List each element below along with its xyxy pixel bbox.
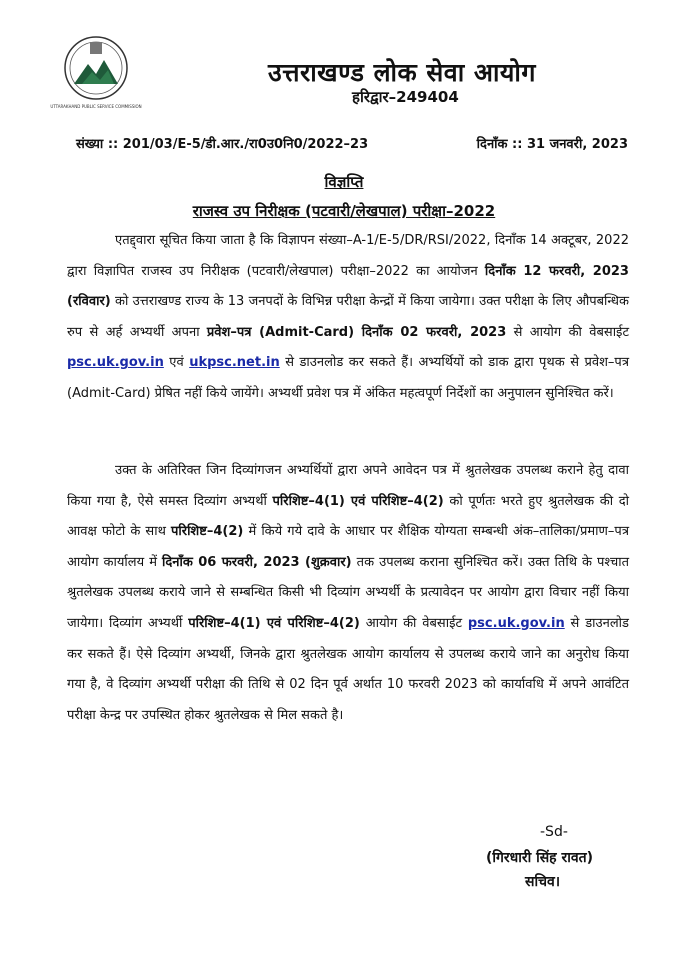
para2-text-2: को पूर्णतः भरते हुए श्रुतलेखक की दो आवक्ष फोटो के साथ (67, 493, 629, 540)
exam-title: राजस्व उप निरीक्षक (पटवारी/लेखपाल) परीक्षा–2022 (192, 202, 496, 220)
exam-date: दिनाँक 12 फरवरी, 2023 (रविवार) (67, 263, 629, 310)
logo-caption: UTTARAKHAND PUBLIC SERVICE COMMISSION (50, 104, 142, 109)
para2-text-4: तक उपलब्ध कराना सुनिश्चित करें। उक्त तिथि के पश्चात श्रुतलेखक उपलब्ध कराये जाने से सम्बन्धित किसी भी दिव्यांग अभ्यर्थी के प्रत्यावेदन पर आयोग द्वारा विचार नहीं किया जायेगा। दिव्यांग अभ्यर्थी (67, 554, 629, 631)
para1-text-2: को उत्तराखण्ड राज्य के 13 जनपदों के विभिन्न परीक्षा केन्द्रों में किया जायेगा। उक्त परीक्षा के लिए औपबन्धिक रुप से अर्ह अभ्यर्थी अपना (67, 294, 629, 340)
para2-text-3: में किये गये दावे के आधार पर शैक्षिक योग्यता सम्बन्धी अंक–तालिका/प्रमाण–पत्र आयोग कार्यालय में (67, 524, 629, 570)
website-link-psc-2[interactable]: psc.uk.gov.in (467, 615, 565, 631)
para2-text-1: उक्त के अतिरिक्त जिन दिव्यांगजन अभ्यर्थियों द्वारा अपने आवेदन पत्र में श्रुतलेखक उपलब्ध कराने हेतु दावा किया गया है, ऐसे समस्त दिव्यांग अभ्यर्थी (67, 463, 629, 509)
signatory-name: (गिरधारी सिंह रावत) (486, 850, 594, 866)
admit-card-date: प्रवेश–पत्र (Admit-Card) दिनाँक 02 फरवरी, 2023 (206, 324, 507, 340)
website-link-ukpsc[interactable]: ukpsc.net.in (189, 355, 280, 371)
notice-heading: विज्ञप्ति (324, 173, 364, 191)
reference-line (76, 134, 628, 152)
appendix-ref-1: परिशिष्ट–4(1) एवं परिशिष्ट–4(2) (272, 493, 444, 509)
submission-date: दिनाँक 06 फरवरी, 2023 (शुक्रवार) (162, 554, 352, 570)
org-name: उत्तराखण्ड लोक सेवा आयोग (268, 58, 536, 87)
paragraph-admit-card (67, 226, 629, 410)
reference-number: संख्या :: 201/03/E-5/डी.आर./रा0उ0नि0/2022–23 (76, 137, 369, 152)
paragraph-scribe (67, 456, 629, 731)
signature-sd: -Sd- (540, 824, 568, 840)
para1-text-5: से डाउनलोड कर सकते हैं। अभ्यर्थियों को डाक द्वारा पृथक से प्रवेश–पत्र (Admit-Card) प्रेषित नहीं किये जायेंगे। अभ्यर्थी प्रवेश पत्र में अंकित महत्वपूर्ण निर्देशों का अनुपालन सुनिश्चित करें। (67, 355, 629, 401)
appendix-ref-3: परिशिष्ट–4(1) एवं परिशिष्ट–4(2) (188, 615, 360, 631)
para1-text-1: एतद्द्वारा सूचित किया जाता है कि विज्ञापन संख्या–A-1/E-5/DR/RSI/2022, दिनाँक 14 अक्टूबर, 2022 द्वारा विज्ञापित राजस्व उप निरीक्षक (पटवारी/लेखपाल) परीक्षा–2022 का आयोजन (67, 233, 629, 279)
signatory-designation: सचिव। (525, 874, 561, 890)
website-link-psc[interactable]: psc.uk.gov.in (67, 355, 164, 371)
appendix-ref-2: परिशिष्ट–4(2) (171, 524, 244, 540)
issue-date: दिनाँक :: 31 जनवरी, 2023 (476, 137, 628, 152)
para1-text-4: एवं (163, 355, 190, 371)
ukpsc-emblem-icon (50, 34, 142, 112)
org-city: हरिद्वार–249404 (352, 88, 459, 106)
para2-text-6: से डाउनलोड कर सकते हैं। ऐसे दिव्यांग अभ्यर्थी, जिनके द्वारा श्रुतलेखक आयोग कार्यालय से उपलब्ध कराये जाने का अनुरोध किया गया है, वे दिव्यांग अभ्यर्थी परीक्षा की तिथि से 02 दिन पूर्व अर्थात 10 फरवरी 2023 को कार्यावधि में अपने आवंटित परीक्षा केन्द्र पर उपस्थित होकर श्रुतलेखक से मिल सकते है। (67, 615, 629, 723)
para1-text-3: से आयोग की वेबसाईट (506, 324, 629, 340)
para2-text-5: आयोग की वेबसाईट (359, 615, 468, 631)
